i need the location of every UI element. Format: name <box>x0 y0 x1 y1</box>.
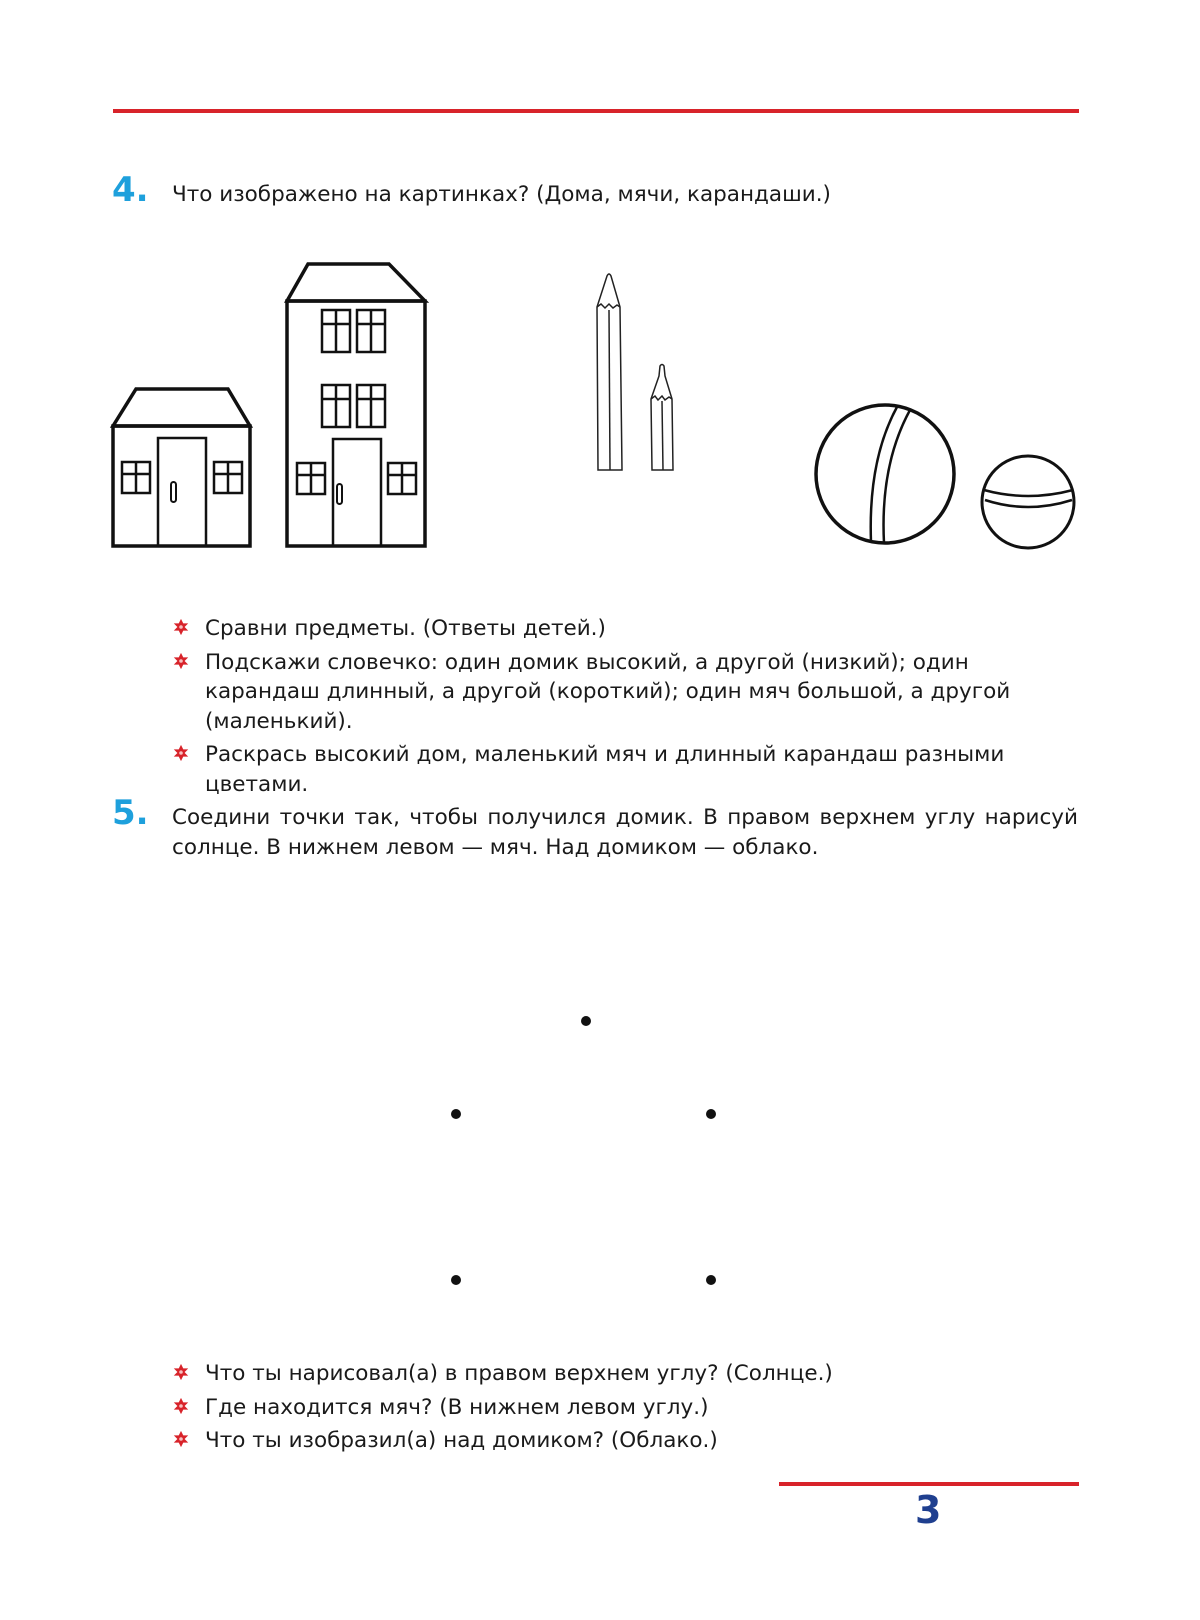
list-item: Что ты изобразил(а) над домиком? (Облако.) <box>172 1426 1082 1456</box>
connect-dots <box>451 1016 716 1285</box>
flower-bullet-icon <box>172 744 190 762</box>
small-house <box>113 389 250 546</box>
page-number: 3 <box>915 1488 942 1532</box>
short-pencil <box>651 365 673 471</box>
list-item: Подскажи словечко: один домик высокий, а другой (низкий); один карандаш длинный, а другой (короткий); один мяч большой, а другой (маленький). <box>172 648 1082 737</box>
task-4-bullets <box>172 614 1082 803</box>
list-item: Что ты нарисовал(а) в правом верхнем углу? (Солнце.) <box>172 1359 1082 1389</box>
task-4-number: 4. <box>112 170 149 210</box>
tall-house <box>287 264 425 546</box>
list-item: Раскрась высокий дом, маленький мяч и длинный карандаш разными цветами. <box>172 740 1082 799</box>
list-item: Где находится мяч? (В нижнем левом углу.) <box>172 1393 1082 1423</box>
long-pencil <box>597 274 622 470</box>
small-ball <box>982 456 1074 548</box>
flower-bullet-icon <box>172 1363 190 1381</box>
flower-bullet-icon <box>172 1397 190 1415</box>
task-4-question: Что изображено на картинках? (Дома, мячи, карандаши.) <box>172 182 831 207</box>
task-5-bullets <box>172 1359 1082 1460</box>
task-5-instruction: Соедини точки так, чтобы получился домик. В правом верхнем углу нарисуй солнце. В нижнем левом — мяч. Над домиком — облако. <box>172 805 1078 860</box>
bottom-rule <box>779 1482 1079 1486</box>
flower-bullet-icon <box>172 652 190 670</box>
flower-bullet-icon <box>172 618 190 636</box>
task-5-number: 5. <box>112 793 149 833</box>
list-item: Сравни предметы. (Ответы детей.) <box>172 614 1082 644</box>
big-ball <box>816 405 954 543</box>
flower-bullet-icon <box>172 1430 190 1448</box>
